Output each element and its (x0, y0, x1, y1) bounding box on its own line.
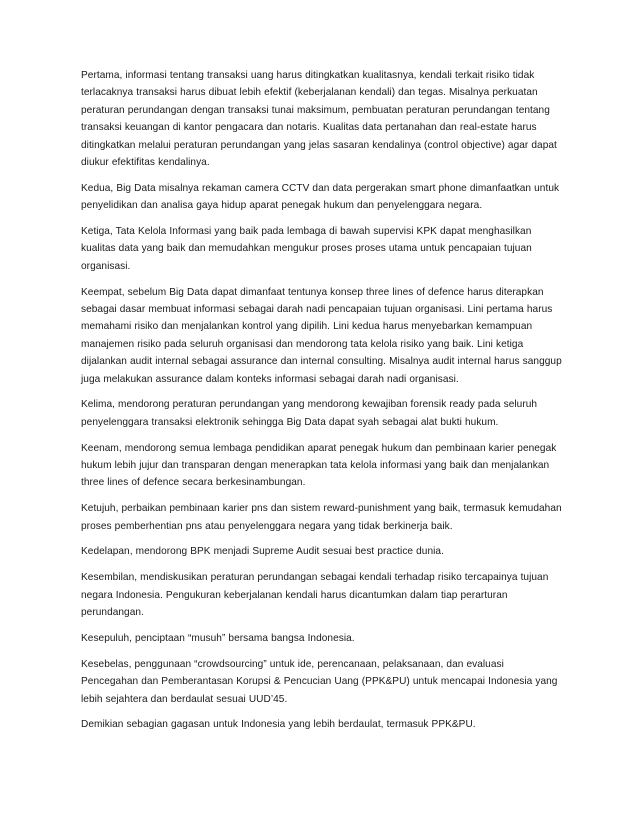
paragraph-ketujuh: Ketujuh, perbaikan pembinaan karier pns dan sistem reward-punishment yang baik, termasuk kemudahan proses pemberhentian pns atau penyelenggara negara yang tidak berkinerja baik. (81, 503, 562, 532)
paragraph-pertama: Pertama, informasi tentang transaksi uang harus ditingkatkan kualitasnya, kendali terkait risiko tidak terlacaknya transaksi harus dibuat lebih efektif (keberjalanan kendali) dan tegas. Misalnya perkuatan peraturan perundangan dengan transaksi tunai maksimum, pembuatan peraturan perundangan tentang transaksi keuangan di kantor pengacara dan notaris. Kualitas data pertanahan dan real-estate harus ditingkatkan melalui peraturan perundangan yang jelas sasaran kendalinya (control objective) agar dapat diukur efektifitas kendalinya. (81, 70, 557, 169)
document-body (81, 67, 563, 742)
paragraph-ketiga: Ketiga, Tata Kelola Informasi yang baik pada lembaga di bawah supervisi KPK dapat menghasilkan kualitas data yang baik dan memudahkan mengukur proses proses utama untuk pencapaian tujuan organisasi. (81, 226, 532, 272)
paragraph-kesepuluh: Kesepuluh, penciptaan “musuh” bersama bangsa Indonesia. (81, 632, 355, 644)
paragraph-keempat: Keempat, sebelum Big Data dapat dimanfaat tentunya konsep three lines of defence harus diterapkan sebagai dasar membuat informasi sebagai darah nadi pencapaian tujuan organisasi. Lini pertama harus memahami risiko dan menjalankan kontrol yang dipilih. Lini kedua harus menyebarkan kemampuan manajemen risiko pada seluruh organisasi dan mendorong tata kelola risiko yang baik. Lini ketiga dijalankan audit internal sebagai assurance dan internal consulting. Misalnya audit internal harus sanggup juga melakukan assurance dalam konteks informasi sebagai darah nadi organisasi. (81, 286, 562, 385)
paragraph-kedelapan: Kedelapan, mendorong BPK menjadi Supreme Audit sesuai best practice dunia. (81, 546, 444, 558)
paragraph-keenam: Keenam, mendorong semua lembaga pendidikan aparat penegak hukum dan pembinaan karier penegak hukum lebih jujur dan transparan dengan menerapkan tata kelola informasi yang baik dan menjalankan three lines of defence secara berkesinambungan. (81, 442, 557, 489)
paragraph-kesembilan: Kesembilan, mendiskusikan peraturan perundangan sebagai kendali terhadap risiko tercapainya tujuan negara Indonesia. Pengukuran keberjalanan kendali harus dicantumkan dalam tiap perarturan perundangan. (81, 572, 549, 619)
paragraph-penutup: Demikian sebagian gagasan untuk Indonesia yang lebih berdaulat, termasuk PPK&PU. (81, 719, 476, 731)
paragraph-kelima: Kelima, mendorong peraturan perundangan yang mendorong kewajiban forensik ready pada seluruh penyelenggara transaksi elektronik sehingga Big Data dapat syah sebagai alat bukti hukum. (81, 399, 538, 428)
paragraph-kedua: Kedua, Big Data misalnya rekaman camera CCTV dan data pergerakan smart phone dimanfaatkan untuk penyelidikan dan analisa gaya hidup aparat penegak hukum dan penyelenggara negara. (81, 182, 560, 212)
paragraph-kesebelas: Kesebelas, penggunaan “crowdsourcing” untuk ide, perencanaan, pelaksanaan, dan evaluasi Pencegahan dan Pemberantasan Korupsi & Pencucian Uang (PPK&PU) untuk mencapai Indonesia yang lebih sejahtera dan berdaulat sesuai UUD’45. (81, 658, 558, 705)
